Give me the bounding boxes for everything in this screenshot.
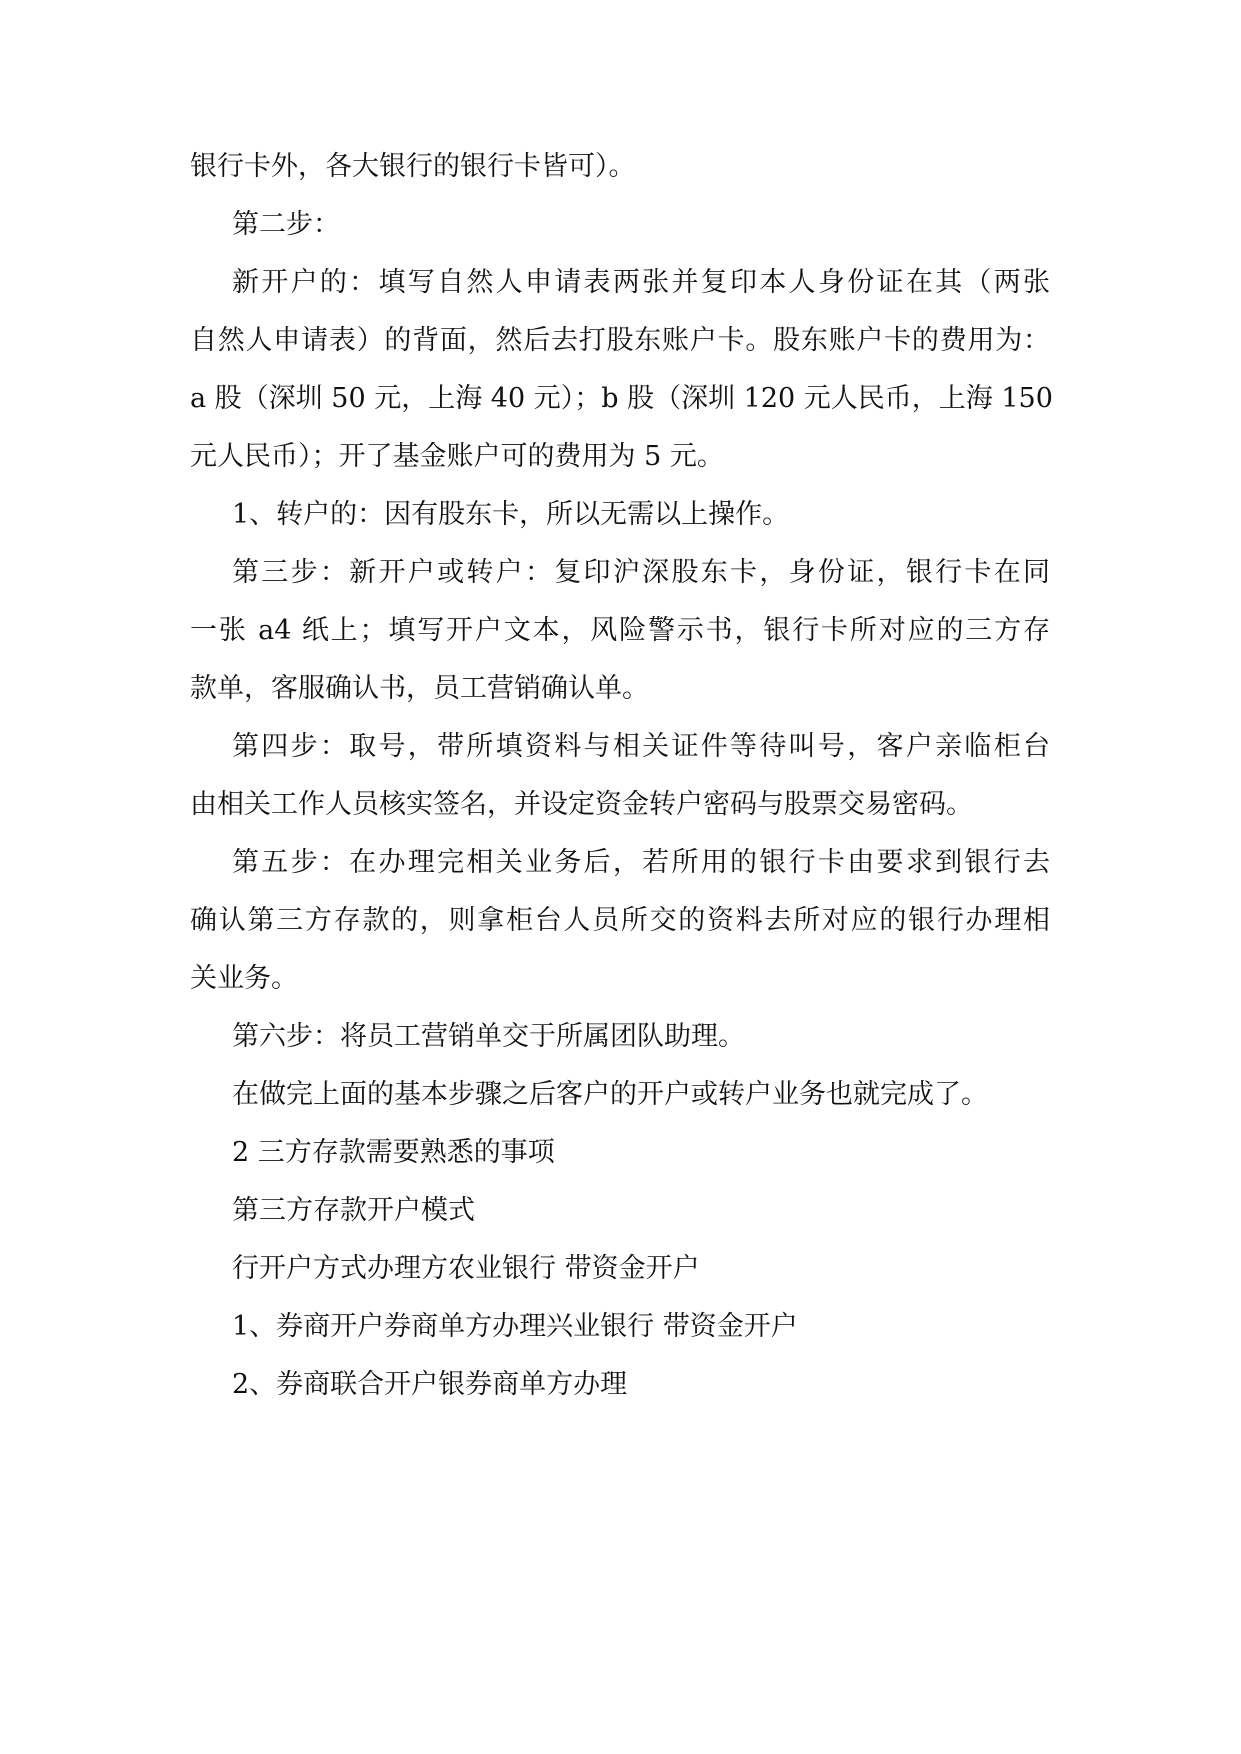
text-line [0,833,1241,893]
text-line [0,891,1241,951]
text-line-content: 第六步：将员工营销单交于所属团队助理。 [232,1021,745,1052]
text-line-content: 款单，客服确认书，员工营销确认单。 [190,673,649,704]
text-line-content: 第四步：取号，带所填资料与相关证件等待叫号，客户亲临柜台 [232,731,1050,762]
text-line [0,485,1241,545]
text-line-content: 第三步：新开户或转户：复印沪深股东卡，身份证，银行卡在同 [232,557,1050,588]
text-line-content: 行开户方式办理方农业银行 带资金开户 [232,1253,700,1284]
text-line-content: a 股（深圳 50 元，上海 40 元）；b 股（深圳 120 元人民币，上海 150 [190,383,1053,414]
text-line-content: 由相关工作人员核实签名，并设定资金转户密码与股票交易密码。 [190,789,973,820]
text-line [0,1007,1241,1067]
text-line [0,949,1241,1009]
text-line [0,311,1241,371]
text-line [0,1123,1241,1183]
text-line [0,775,1241,835]
text-line-content: 银行卡外，各大银行的银行卡皆可）。 [190,151,636,182]
text-line-content: 关业务。 [190,963,298,994]
text-line [0,369,1241,429]
text-line [0,1355,1241,1415]
text-line-content: 在做完上面的基本步骤之后客户的开户或转户业务也就完成了。 [232,1079,988,1110]
text-line [0,195,1241,255]
text-line [0,1181,1241,1241]
text-line-content: 1、券商开户券商单方办理兴业银行 带资金开户 [232,1311,798,1342]
text-line [0,253,1241,313]
text-line [0,601,1241,661]
text-line-content: 自然人申请表）的背面，然后去打股东账户卡。股东账户卡的费用为： [190,325,1050,356]
text-line-content: 第二步： [232,209,340,240]
text-line [0,1065,1241,1125]
text-line-content: 1、转户的：因有股东卡，所以无需以上操作。 [232,499,790,530]
text-line [0,427,1241,487]
text-line [0,1297,1241,1357]
text-line [0,137,1241,197]
text-line-content: 确认第三方存款的，则拿柜台人员所交的资料去所对应的银行办理相 [190,905,1050,936]
text-line-content: 新开户的：填写自然人申请表两张并复印本人身份证在其（两张 [232,267,1050,298]
text-line [0,659,1241,719]
text-line [0,1239,1241,1299]
text-line-content: 一张 a4 纸上；填写开户文本，风险警示书，银行卡所对应的三方存 [190,615,1050,646]
text-line-content: 第三方存款开户模式 [232,1195,475,1226]
text-line [0,717,1241,777]
text-line-content: 2、券商联合开户银券商单方办理 [232,1369,628,1400]
text-line [0,543,1241,603]
text-line-content: 2 三方存款需要熟悉的事项 [232,1137,555,1168]
text-line-content: 第五步：在办理完相关业务后，若所用的银行卡由要求到银行去 [232,847,1050,878]
text-line-content: 元人民币）；开了基金账户可的费用为 5 元。 [190,441,724,472]
